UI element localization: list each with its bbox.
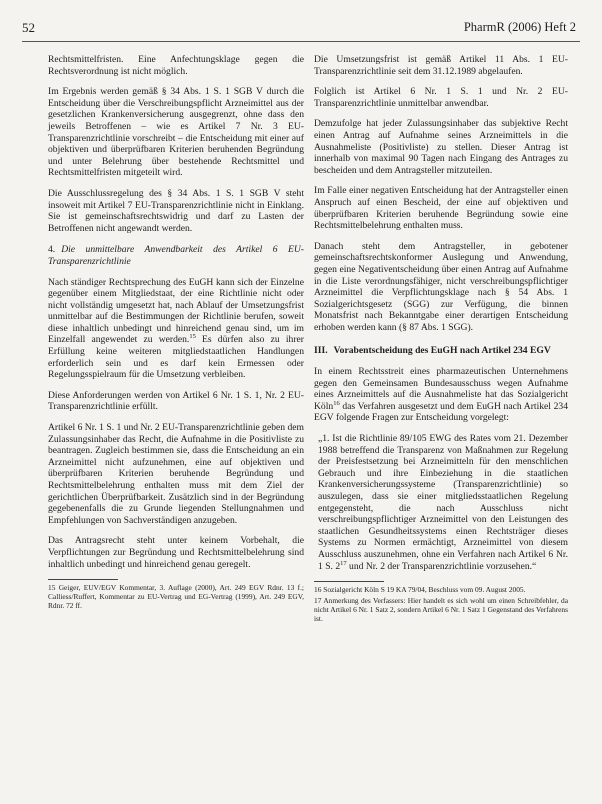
footnote: 15 Geiger, EUV/EGV Kommentar, 3. Auflage (2000), Art. 249 EGV Rdnr. 13 f.; Calliess/Ruffert, Kommentar zu EU-Vertrag und EG-Vertrag (1999), Art. 249 EGV, Rdnr. 72 ff. bbox=[48, 583, 304, 610]
section-title: Vorabentscheidung des EuGH nach Artikel 234 EGV bbox=[333, 345, 551, 357]
left-column bbox=[48, 54, 304, 613]
subsection-number: 4. bbox=[48, 244, 56, 256]
footnote-rule bbox=[48, 579, 118, 580]
paragraph: Demzufolge hat jeder Zulassungsinhaber das subjektive Recht einen Antrag auf Aufnahme seines Arzneimittels in die Ausnahmeliste (Positivliste) zu stellen. Dieser Antrag ist innerhalb von maximal 90 Tagen nach Eingang des Antrages zu bescheiden und dem Antragsteller mitzuteilen. bbox=[314, 118, 568, 176]
running-head: PharmR (2006) Heft 2 bbox=[463, 20, 576, 34]
footnote-ref[interactable]: 17 bbox=[340, 559, 347, 567]
paragraph: Die Umsetzungsfrist ist gemäß Artikel 11 Abs. 1 EU-Transparenzrichtlinie seit dem 31.12.1989 abgelaufen. bbox=[314, 54, 568, 77]
paragraph: Danach steht dem Antragsteller, in gebotener gemeinschaftsrechtskonformer Auslegung und Anwendung, gegen eine Negativentscheidung über einen Antrag auf Aufnahme in die Liste verordnungsfähiger, nicht verschreibungspflichtiger Arzneimittel die Verpflichtungsklage nach § 54 Abs. 1 Sozialgerichtsgesetz (SGG) zur Verfügung, die binnen Monatsfrist nach Bekanntgabe einer derartigen Entscheidung erhoben werden kann (§ 87 Abs. 1 SGG). bbox=[314, 240, 568, 333]
paragraph: Die Ausschlussregelung des § 34 Abs. 1 S. 1 SGB V steht insoweit mit Artikel 7 EU-Transparenzrichtlinie nicht in Einklang. Sie ist gemeinschaftsrechtswidrig und darf zu Lasten der Betroffenen nicht angewandt werden. bbox=[48, 187, 304, 234]
section-heading bbox=[314, 345, 568, 357]
subsection-heading bbox=[48, 244, 304, 267]
referral-question: „1. Ist die Richtlinie 89/105 EWG des Rates vom 21. Dezember 1988 betreffend die Transparenz von Maßnahmen zur Regelung der Preisfestsetzung bei Arzneimitteln für den menschlichen Gebrauch und ihre Einbeziehung in die staatlichen Krankenversicherungssysteme (Transparenzrichtlinie) so auszulegen, dass sie einer mitgliedsstaatlichen Regelung entgegensteht, die nach Ausschluss nicht verschreibungspflichtiger Arzneimittel von den Leistungen des staatlichen Gesundheitssystems einen Rechtsträger dieses Systems zu Normen ermächtigt, Arzneimittel von diesem Ausschluss auszunehmen, ohne ein Verfahren nach Artikel 6 Nr. 1 S. $2^{17}$ und Nr. 2 der Transparenzrichtlinie vorzusehen.“ bbox=[318, 433, 568, 572]
paragraph: Diese Anforderungen werden von Artikel 6 Nr. 1 S. 1, Nr. 2 EU-Transparenzrichtlinie erfüllt. bbox=[48, 389, 304, 413]
footnote: 16 Sozialgericht Köln S 19 KA 79/04, Beschluss vom 09. August 2005. bbox=[314, 585, 526, 595]
subsection-title: Die unmittelbare Anwendbarkeit des Artikel 6 EU-Transparenzrichtlinie bbox=[48, 244, 304, 267]
paragraph: Das Antragsrecht steht unter keinem Vorbehalt, die Verpflichtungen zur Begründung und Rechtsmittelbelehrung sind inhaltlich unbedingt und hinreichend genau geregelt. bbox=[48, 535, 304, 570]
header-rule bbox=[22, 41, 580, 42]
paragraph: Im Ergebnis werden gemäß § 34 Abs. 1 S. 1 SGB V durch die Entscheidung über die Verschreibungspflicht Arzneimittel aus der gesetzlichen Krankenversicherung ausgegrenzt, ohne dass den jeweils Betroffenen – wie es Artikel 7 Nr. 3 EU-Transparenzrichtlinie vorschreibt – die Entscheidung mit einer auf objektiven und überprüfbaren Kriterien beruhenden Begründung und unter Belehrung über bestehende Rechtsmittel und Rechtsmittelfristen mitgeteilt wird. bbox=[48, 86, 304, 179]
footnote-rule bbox=[314, 581, 384, 582]
section-number: III. bbox=[314, 345, 328, 357]
footnote: 17 Anmerkung des Verfassers: Hier handelt es sich wohl um einen Schreibfehler, da nicht Artikel 6 Nr. 1 Satz 2, sondern Artikel 6 Nr. 1 Satz 1 Gegenstand des Verfahrens ist. bbox=[314, 595, 568, 623]
paragraph: In einem Rechtsstreit eines pharmazeutischen Unternehmens gegen den Gemeinsamen Bundesausschuss wegen Aufnahme eines Arzneimittels auf die Ausnahmeliste hat das Sozialgericht Köln$^{16}$ das Verfahren ausgesetzt und dem EuGH nach Artikel 234 EGV folgende Fragen zur Entscheidung vorgelegt: bbox=[314, 366, 568, 424]
right-column bbox=[314, 54, 568, 625]
footnote-ref[interactable]: 16 bbox=[333, 399, 340, 407]
paragraph: Nach ständiger Rechtsprechung des EuGH kann sich der Einzelne gegenüber einem Mitgliedstaat, der eine Richtlinie nicht oder nicht vollständig umgesetzt hat, nach Ablauf der Umsetzungsfrist unmittelbar auf die Bestimmungen der Richtlinie berufen, soweit diese inhaltlich unbedingt und hinreichend genau sind, um im Einzelfall angewendet zu werden.$^{15}$ Es dürfen also zu ihrer Erfüllung keine weiteren mitgliedstaatlichen Handlungen erforderlich sein und es darf kein Ermessen oder Regelungsspielraum für die Umsetzung verbleiben. bbox=[48, 276, 305, 381]
page-number: 52 bbox=[22, 20, 35, 35]
paragraph: Rechtsmittelfristen. Eine Anfechtungsklage gegen die Rechtsverordnung ist nicht möglich. bbox=[48, 54, 304, 77]
paragraph: Folglich ist Artikel 6 Nr. 1 S. 1 und Nr. 2 EU-Transparenzrichtlinie unmittelbar anwendbar. bbox=[314, 86, 568, 109]
paragraph: Artikel 6 Nr. 1 S. 1 und Nr. 2 EU-Transparenzrichtlinie geben dem Zulassungsinhaber das Recht, die Aufnahme in die Positivliste zu beantragen. Zugleich bestimmen sie, dass die Entscheidung an ein Arzneimittel nicht aufzunehmen, eine auf objektiven und überprüfbaren Kriterien beruhende Begründung und Rechtsmittelbelehrung enthalten muss mit dem Ziel der gerichtlichen Überprüfbarkeit. Zusätzlich sind in der Begründung gegebenenfalls die zu Grunde liegenden Stellungnahmen und Empfehlungen von Sachverständigen anzugeben. bbox=[48, 422, 304, 526]
footnote-ref[interactable]: 15 bbox=[189, 333, 196, 341]
paragraph: Im Falle einer negativen Entscheidung hat der Antragsteller einen Anspruch auf einen Bescheid, der eine auf objektiven und überprüfbaren Kriterien beruhende Begründung sowie eine Rechtsmittelbelehrung enthalten muss. bbox=[314, 185, 568, 232]
